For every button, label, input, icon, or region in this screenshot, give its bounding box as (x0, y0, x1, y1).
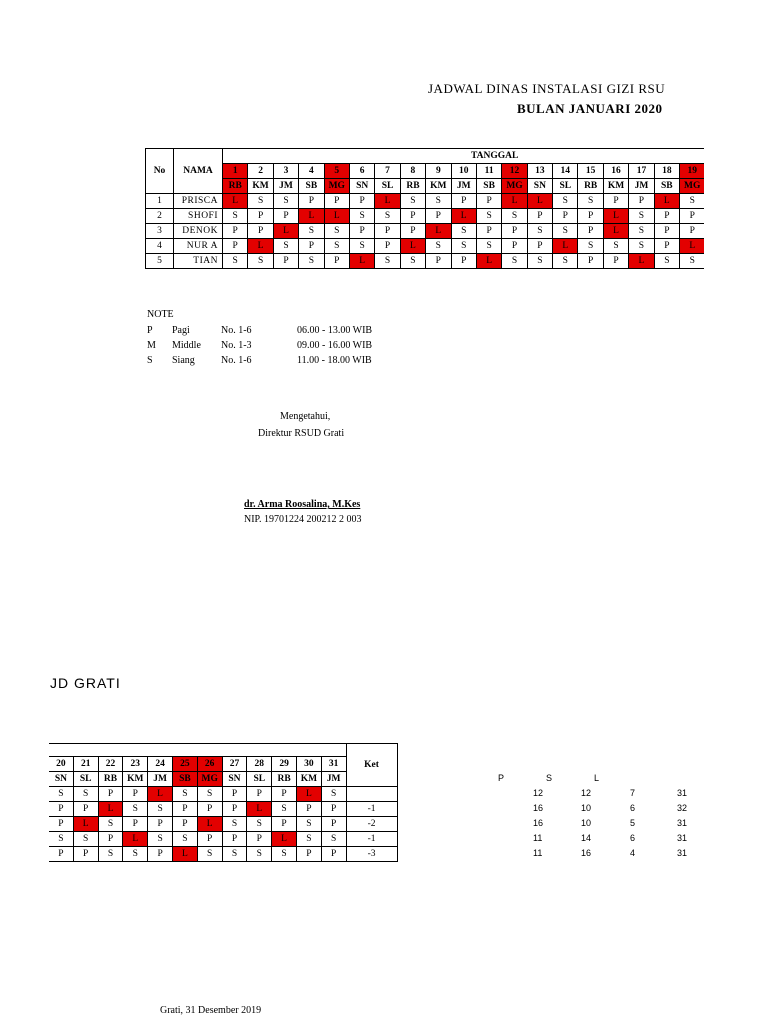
note-heading: NOTE (147, 309, 174, 320)
day-cell: KM (603, 179, 628, 194)
shift-cell: S (502, 209, 527, 224)
shift-cell: L (98, 802, 123, 817)
approval-line-1: Mengetahui, (280, 411, 331, 422)
shift-cell: P (375, 239, 400, 254)
summary-cell: 16 (533, 803, 544, 813)
shift-cell: P (123, 817, 148, 832)
shift-cell: S (375, 209, 400, 224)
signer-name: dr. Arma Roosalina, M.Kes (244, 499, 361, 510)
note-range: No. 1-6 (221, 325, 252, 336)
date-cell: 17 (629, 164, 654, 179)
shift-cell: S (197, 847, 222, 862)
day-cell: JM (451, 179, 476, 194)
shift-cell: S (98, 847, 123, 862)
shift-cell: P (578, 254, 603, 269)
title-line-1: JADWAL DINAS INSTALASI GIZI RSU (428, 81, 666, 96)
date-cell: 8 (400, 164, 425, 179)
shift-cell: P (248, 209, 273, 224)
day-cell: KM (296, 772, 321, 787)
shift-cell: S (148, 832, 173, 847)
shift-cell: P (553, 209, 578, 224)
shift-cell: P (426, 254, 451, 269)
date-cell: 19 (680, 164, 705, 179)
day-cell: JM (148, 772, 173, 787)
date-cell: 4 (299, 164, 324, 179)
shift-cell: L (603, 224, 628, 239)
shift-cell: P (654, 224, 679, 239)
shift-cell: L (247, 802, 272, 817)
shift-cell: S (222, 817, 247, 832)
shift-cell: S (73, 787, 98, 802)
date-cell: 28 (247, 757, 272, 772)
shift-cell: P (321, 847, 346, 862)
shift-cell: P (272, 817, 297, 832)
shift-cell: S (222, 847, 247, 862)
day-cell: RB (272, 772, 297, 787)
shift-cell: P (654, 209, 679, 224)
staff-name: NUR A (174, 239, 223, 254)
date-cell: 29 (272, 757, 297, 772)
table-row (146, 254, 705, 269)
shift-cell: P (172, 802, 197, 817)
shift-cell: S (272, 847, 297, 862)
day-cell: KM (426, 179, 451, 194)
summary-cell: 31 (677, 788, 688, 798)
shift-cell: L (603, 209, 628, 224)
shift-cell: P (451, 194, 476, 209)
date-cell: 15 (578, 164, 603, 179)
tanggal-header: TANGGAL (223, 149, 705, 164)
summary-cell: 6 (630, 803, 636, 813)
date-cell: 25 (172, 757, 197, 772)
shift-cell: S (502, 254, 527, 269)
title-line-2: BULAN JANUARI 2020 (517, 101, 663, 116)
shift-cell: P (247, 787, 272, 802)
shift-cell: P (123, 787, 148, 802)
shift-cell: S (553, 194, 578, 209)
signer-nip: NIP. 19701224 200212 2 003 (244, 514, 362, 525)
approval-line-2: Direktur RSUD Grati (258, 428, 345, 439)
summary-cell: 31 (677, 848, 688, 858)
date-cell: 26 (197, 757, 222, 772)
day-cell: RB (223, 179, 248, 194)
table-row (49, 787, 397, 802)
date-cell: 13 (527, 164, 552, 179)
shift-cell: S (527, 224, 552, 239)
shift-cell: L (375, 194, 400, 209)
table-row (49, 847, 397, 862)
note-shift-name: Pagi (172, 325, 190, 336)
date-cell: 6 (349, 164, 374, 179)
shift-cell: S (629, 209, 654, 224)
shift-cell: L (527, 194, 552, 209)
shift-cell: L (324, 209, 349, 224)
shift-cell: S (296, 832, 321, 847)
shift-cell: S (553, 224, 578, 239)
shift-cell: P (400, 209, 425, 224)
shift-cell: P (222, 802, 247, 817)
shift-cell: S (629, 239, 654, 254)
summary-cell: 31 (677, 818, 688, 828)
shift-cell: S (296, 817, 321, 832)
summary-cell: 14 (581, 833, 592, 843)
shift-cell: P (272, 787, 297, 802)
summary-cell: 10 (581, 818, 592, 828)
shift-cell: L (476, 254, 501, 269)
note-shift-name: Middle (172, 340, 201, 351)
note-time: 11.00 - 18.00 WIB (297, 355, 372, 366)
shift-cell: S (321, 787, 346, 802)
shift-cell: L (123, 832, 148, 847)
ket-cell (346, 787, 397, 802)
table-row (146, 194, 705, 209)
summary-header: S (546, 773, 553, 783)
day-cell: MG (502, 179, 527, 194)
shift-cell: S (247, 847, 272, 862)
shift-cell: S (426, 194, 451, 209)
shift-cell: P (273, 209, 298, 224)
shift-cell: S (49, 832, 73, 847)
day-cell: RB (578, 179, 603, 194)
shift-cell: S (451, 224, 476, 239)
shift-cell: L (502, 194, 527, 209)
shift-cell: S (197, 787, 222, 802)
day-cell: SB (476, 179, 501, 194)
shift-cell: P (248, 224, 273, 239)
shift-cell: L (426, 224, 451, 239)
shift-cell: P (197, 802, 222, 817)
date-cell: 23 (123, 757, 148, 772)
date-cell: 18 (654, 164, 679, 179)
shift-cell: P (73, 802, 98, 817)
shift-cell: L (654, 194, 679, 209)
shift-cell: S (349, 209, 374, 224)
date-cell: 27 (222, 757, 247, 772)
date-cell: 31 (321, 757, 346, 772)
staff-name: TIAN (174, 254, 223, 269)
name-header: NAMA (174, 149, 223, 194)
date-cell: 3 (273, 164, 298, 179)
row-number: 4 (146, 239, 174, 254)
shift-cell: P (223, 239, 248, 254)
shift-cell: L (172, 847, 197, 862)
shift-cell: L (451, 209, 476, 224)
day-cell: KM (248, 179, 273, 194)
summary-cell: 11 (533, 833, 543, 843)
date-cell: 12 (502, 164, 527, 179)
shift-cell: P (654, 239, 679, 254)
shift-cell: S (578, 194, 603, 209)
shift-cell: S (680, 194, 705, 209)
shift-cell: P (476, 224, 501, 239)
shift-cell: S (603, 239, 628, 254)
shift-cell: P (222, 832, 247, 847)
shift-cell: S (321, 832, 346, 847)
shift-cell: L (223, 194, 248, 209)
date-cell: 20 (49, 757, 73, 772)
shift-cell: L (272, 832, 297, 847)
shift-cell: S (172, 832, 197, 847)
day-cell: SL (247, 772, 272, 787)
day-cell: MG (324, 179, 349, 194)
shift-cell: S (349, 239, 374, 254)
summary-cell: 6 (630, 833, 636, 843)
day-cell: KM (123, 772, 148, 787)
shift-cell: S (172, 787, 197, 802)
note-time: 06.00 - 13.00 WIB (297, 325, 373, 336)
summary-cell: 31 (677, 833, 688, 843)
shift-cell: S (324, 224, 349, 239)
date-cell: 5 (324, 164, 349, 179)
date-cell: 24 (148, 757, 173, 772)
shift-cell: P (527, 209, 552, 224)
summary-cell: 4 (630, 848, 636, 858)
shift-cell: P (578, 209, 603, 224)
day-cell: SL (553, 179, 578, 194)
shift-cell: L (400, 239, 425, 254)
shift-cell: S (654, 254, 679, 269)
shift-cell: S (98, 817, 123, 832)
shift-cell: S (272, 802, 297, 817)
shift-cell: S (578, 239, 603, 254)
shift-cell: P (603, 194, 628, 209)
day-cell: SB (654, 179, 679, 194)
summary-cell: 11 (533, 848, 543, 858)
date-cell: 10 (451, 164, 476, 179)
day-cell: JM (321, 772, 346, 787)
day-cell: JM (629, 179, 654, 194)
day-cell: SN (49, 772, 73, 787)
shift-cell: P (400, 224, 425, 239)
day-cell: SN (349, 179, 374, 194)
shift-cell: P (296, 802, 321, 817)
date-cell: 1 (223, 164, 248, 179)
shift-cell: P (197, 832, 222, 847)
shift-cell: S (400, 194, 425, 209)
schedule-table-part-2 (49, 743, 398, 862)
shift-cell: L (680, 239, 705, 254)
note-code: S (147, 355, 153, 366)
date-cell: 21 (73, 757, 98, 772)
day-cell: SN (527, 179, 552, 194)
shift-cell: P (349, 194, 374, 209)
no-header: No (146, 149, 174, 194)
shift-cell: S (553, 254, 578, 269)
day-row (146, 179, 705, 194)
shift-cell: S (680, 254, 705, 269)
shift-cell: S (148, 802, 173, 817)
title-continuation: JD GRATI (50, 675, 121, 691)
row-number: 5 (146, 254, 174, 269)
row-number: 2 (146, 209, 174, 224)
note-range: No. 1-6 (221, 355, 252, 366)
day-cell: SN (222, 772, 247, 787)
summary-cell: 10 (581, 803, 592, 813)
staff-name: SHOFI (174, 209, 223, 224)
date-cell: 16 (603, 164, 628, 179)
date-row (49, 757, 397, 772)
shift-cell: P (321, 802, 346, 817)
schedule-table-part-1 (145, 148, 704, 269)
date-cell: 22 (98, 757, 123, 772)
ket-cell: -3 (346, 847, 397, 862)
shift-cell: S (73, 832, 98, 847)
shift-cell: P (349, 224, 374, 239)
date-row (146, 164, 705, 179)
table-header-row (49, 744, 397, 757)
day-cell: MG (197, 772, 222, 787)
shift-cell: L (73, 817, 98, 832)
shift-cell: S (49, 787, 73, 802)
staff-name: PRISCA (174, 194, 223, 209)
ket-header: Ket (346, 744, 397, 787)
summary-header: P (498, 773, 505, 783)
shift-cell: P (451, 254, 476, 269)
shift-cell: S (223, 209, 248, 224)
day-row (49, 772, 397, 787)
shift-cell: P (680, 224, 705, 239)
shift-cell: P (49, 802, 73, 817)
shift-cell: P (172, 817, 197, 832)
shift-cell: P (299, 194, 324, 209)
shift-cell: L (349, 254, 374, 269)
shift-cell: P (296, 847, 321, 862)
shift-cell: L (553, 239, 578, 254)
shift-cell: S (223, 254, 248, 269)
shift-cell: S (400, 254, 425, 269)
date-cell: 7 (375, 164, 400, 179)
day-cell: SB (299, 179, 324, 194)
summary-cell: 12 (581, 788, 592, 798)
note-range: No. 1-3 (221, 340, 252, 351)
summary-cell: 32 (677, 803, 688, 813)
table-row (146, 209, 705, 224)
table-row (146, 224, 705, 239)
shift-cell: P (49, 817, 73, 832)
table-row (49, 802, 397, 817)
summary-header: L (594, 773, 600, 783)
place-date: Grati, 31 Desember 2019 (160, 1005, 262, 1016)
shift-cell: S (299, 224, 324, 239)
shift-cell: P (603, 254, 628, 269)
date-cell: 11 (476, 164, 501, 179)
shift-cell: P (148, 817, 173, 832)
shift-cell: P (578, 224, 603, 239)
shift-cell: S (375, 254, 400, 269)
shift-cell: S (476, 239, 501, 254)
shift-cell: P (148, 847, 173, 862)
summary-cell: 16 (581, 848, 592, 858)
date-cell: 30 (296, 757, 321, 772)
shift-cell: P (49, 847, 73, 862)
shift-cell: P (324, 254, 349, 269)
shift-cell: P (321, 817, 346, 832)
summary-cell: 5 (630, 818, 636, 828)
shift-cell: L (148, 787, 173, 802)
row-number: 1 (146, 194, 174, 209)
table-row (49, 817, 397, 832)
date-cell: 2 (248, 164, 273, 179)
date-cell: 9 (426, 164, 451, 179)
day-cell: SL (73, 772, 98, 787)
blank-header (49, 744, 346, 757)
note-code: M (147, 340, 156, 351)
shift-cell: S (299, 254, 324, 269)
day-cell: MG (680, 179, 705, 194)
shift-cell: S (273, 194, 298, 209)
shift-cell: S (451, 239, 476, 254)
shift-cell: S (426, 239, 451, 254)
shift-cell: P (222, 787, 247, 802)
shift-cell: P (680, 209, 705, 224)
shift-cell: P (502, 224, 527, 239)
shift-cell: L (629, 254, 654, 269)
shift-cell: L (273, 224, 298, 239)
shift-cell: L (299, 209, 324, 224)
shift-cell: L (296, 787, 321, 802)
shift-cell: S (324, 239, 349, 254)
shift-cell: P (375, 224, 400, 239)
shift-cell: S (247, 817, 272, 832)
shift-cell: P (629, 194, 654, 209)
date-cell: 14 (553, 164, 578, 179)
shift-cell: P (98, 787, 123, 802)
shift-cell: P (98, 832, 123, 847)
shift-cell: S (273, 239, 298, 254)
table-header-row (146, 149, 705, 164)
ket-cell: -2 (346, 817, 397, 832)
day-cell: JM (273, 179, 298, 194)
shift-cell: P (527, 239, 552, 254)
day-cell: SL (375, 179, 400, 194)
shift-cell: L (197, 817, 222, 832)
shift-cell: P (247, 832, 272, 847)
summary-cell: 12 (533, 788, 544, 798)
day-cell: RB (400, 179, 425, 194)
shift-cell: P (73, 847, 98, 862)
shift-cell: P (426, 209, 451, 224)
row-number: 3 (146, 224, 174, 239)
shift-cell: P (502, 239, 527, 254)
shift-cell: S (123, 847, 148, 862)
table-row (146, 239, 705, 254)
summary-cell: 16 (533, 818, 544, 828)
shift-cell: L (248, 239, 273, 254)
shift-cell: S (248, 254, 273, 269)
note-time: 09.00 - 16.00 WIB (297, 340, 373, 351)
day-cell: RB (98, 772, 123, 787)
shift-cell: P (476, 194, 501, 209)
day-cell: SB (172, 772, 197, 787)
shift-cell: S (248, 194, 273, 209)
table-row (49, 832, 397, 847)
shift-cell: S (123, 802, 148, 817)
note-shift-name: Siang (172, 355, 195, 366)
shift-cell: P (299, 239, 324, 254)
shift-cell: P (324, 194, 349, 209)
note-code: P (147, 325, 153, 336)
ket-cell: -1 (346, 832, 397, 847)
shift-cell: S (527, 254, 552, 269)
shift-cell: S (476, 209, 501, 224)
shift-cell: S (629, 224, 654, 239)
shift-cell: P (273, 254, 298, 269)
summary-cell: 7 (630, 788, 636, 798)
shift-cell: P (223, 224, 248, 239)
staff-name: DENOK (174, 224, 223, 239)
ket-cell: -1 (346, 802, 397, 817)
